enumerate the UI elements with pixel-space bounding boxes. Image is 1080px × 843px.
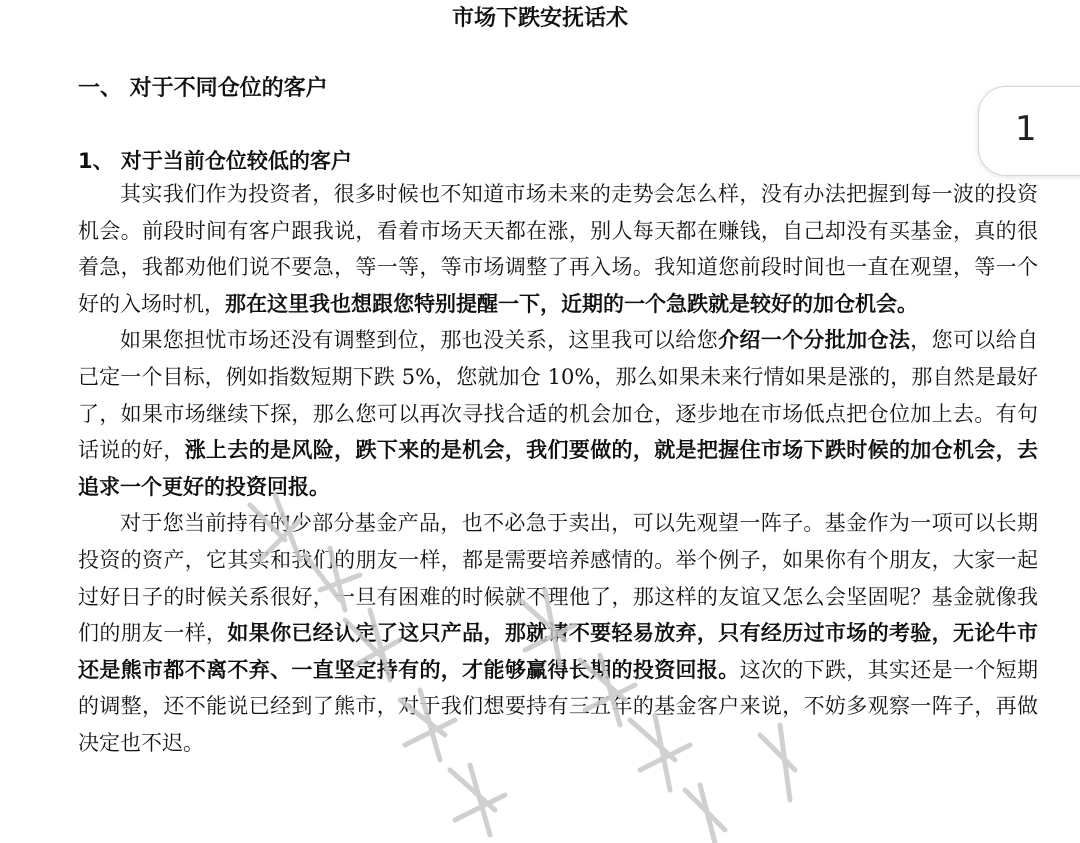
paragraph-text: 如果您担忧市场还没有调整到位，那也没关系，这里我可以给您: [120, 328, 718, 353]
paragraph-text: 这次的下跌，其实还是一个短期的调整，还不能说已经到了熊市，对于我们想要持有三五年的基金客户来说，不妨多观察一阵子，再做决定也不迟。: [78, 657, 1039, 755]
paragraph-text: ，您可以给自己定一个目标，例如指数短期下跌 5%，您就加仓 10%，那么如果未来行情如果是涨的，那自然是最好了，如果市场继续下探，那么您可以再次寻找合适的机会加仓，逐步地在市场低点把仓位加上去。有句话说的好，: [78, 328, 1039, 463]
body-text: [78, 176, 1038, 762]
paragraph: [78, 505, 1038, 761]
document-title: 市场下跌安抚话术: [451, 6, 628, 31]
page-number-badge[interactable]: [978, 86, 1080, 176]
emphasis-text: 如果你已经认定了这只产品，那就请不要轻易放弃，只有经历过市场的考验，无论牛市还是熊市都不离不弃、一直坚定持有的，才能够赢得长期的投资回报。: [78, 621, 1039, 682]
section-heading: 一、 对于不同仓位的客户: [78, 76, 328, 101]
page-number: 1: [1015, 109, 1037, 149]
paragraph: [78, 176, 1038, 322]
emphasis-text: 介绍一个分批加仓法: [718, 328, 911, 353]
sub-heading: 1、 对于当前仓位较低的客户: [78, 149, 352, 173]
paragraph-text: 对于您当前持有的少部分基金产品，也不必急于卖出，可以先观望一阵子。基金作为一项可以长期投资的资产，它其实和我们的朋友一样，都是需要培养感情的。举个例子，如果你有个朋友，大家一起过好日子的时候关系很好，一旦有困难的时候就不理他了，那这样的友谊又怎么会坚固呢？基金就像我们的朋友一样，: [78, 511, 1038, 646]
paragraph-text: 其实我们作为投资者，很多时候也不知道市场未来的走势会怎么样，没有办法把握到每一波的投资机会。前段时间有客户跟我说，看着市场天天都在涨，别人每天都在赚钱，自己却没有买基金，真的很着急，我都劝他们说不要急，等一等，等市场调整了再入场。我知道您前段时间也一直在观望，等一个好的入场时机，: [78, 182, 1038, 316]
paragraph: [78, 322, 1038, 505]
emphasis-text: 那在这里我也想跟您特别提醒一下，近期的一个急跌就是较好的加仓机会。: [225, 291, 918, 316]
emphasis-text: 涨上去的是风险，跌下来的是机会，我们要做的，就是把握住市场下跌时候的加仓机会，去追求一个更好的投资回报。: [78, 438, 1039, 499]
